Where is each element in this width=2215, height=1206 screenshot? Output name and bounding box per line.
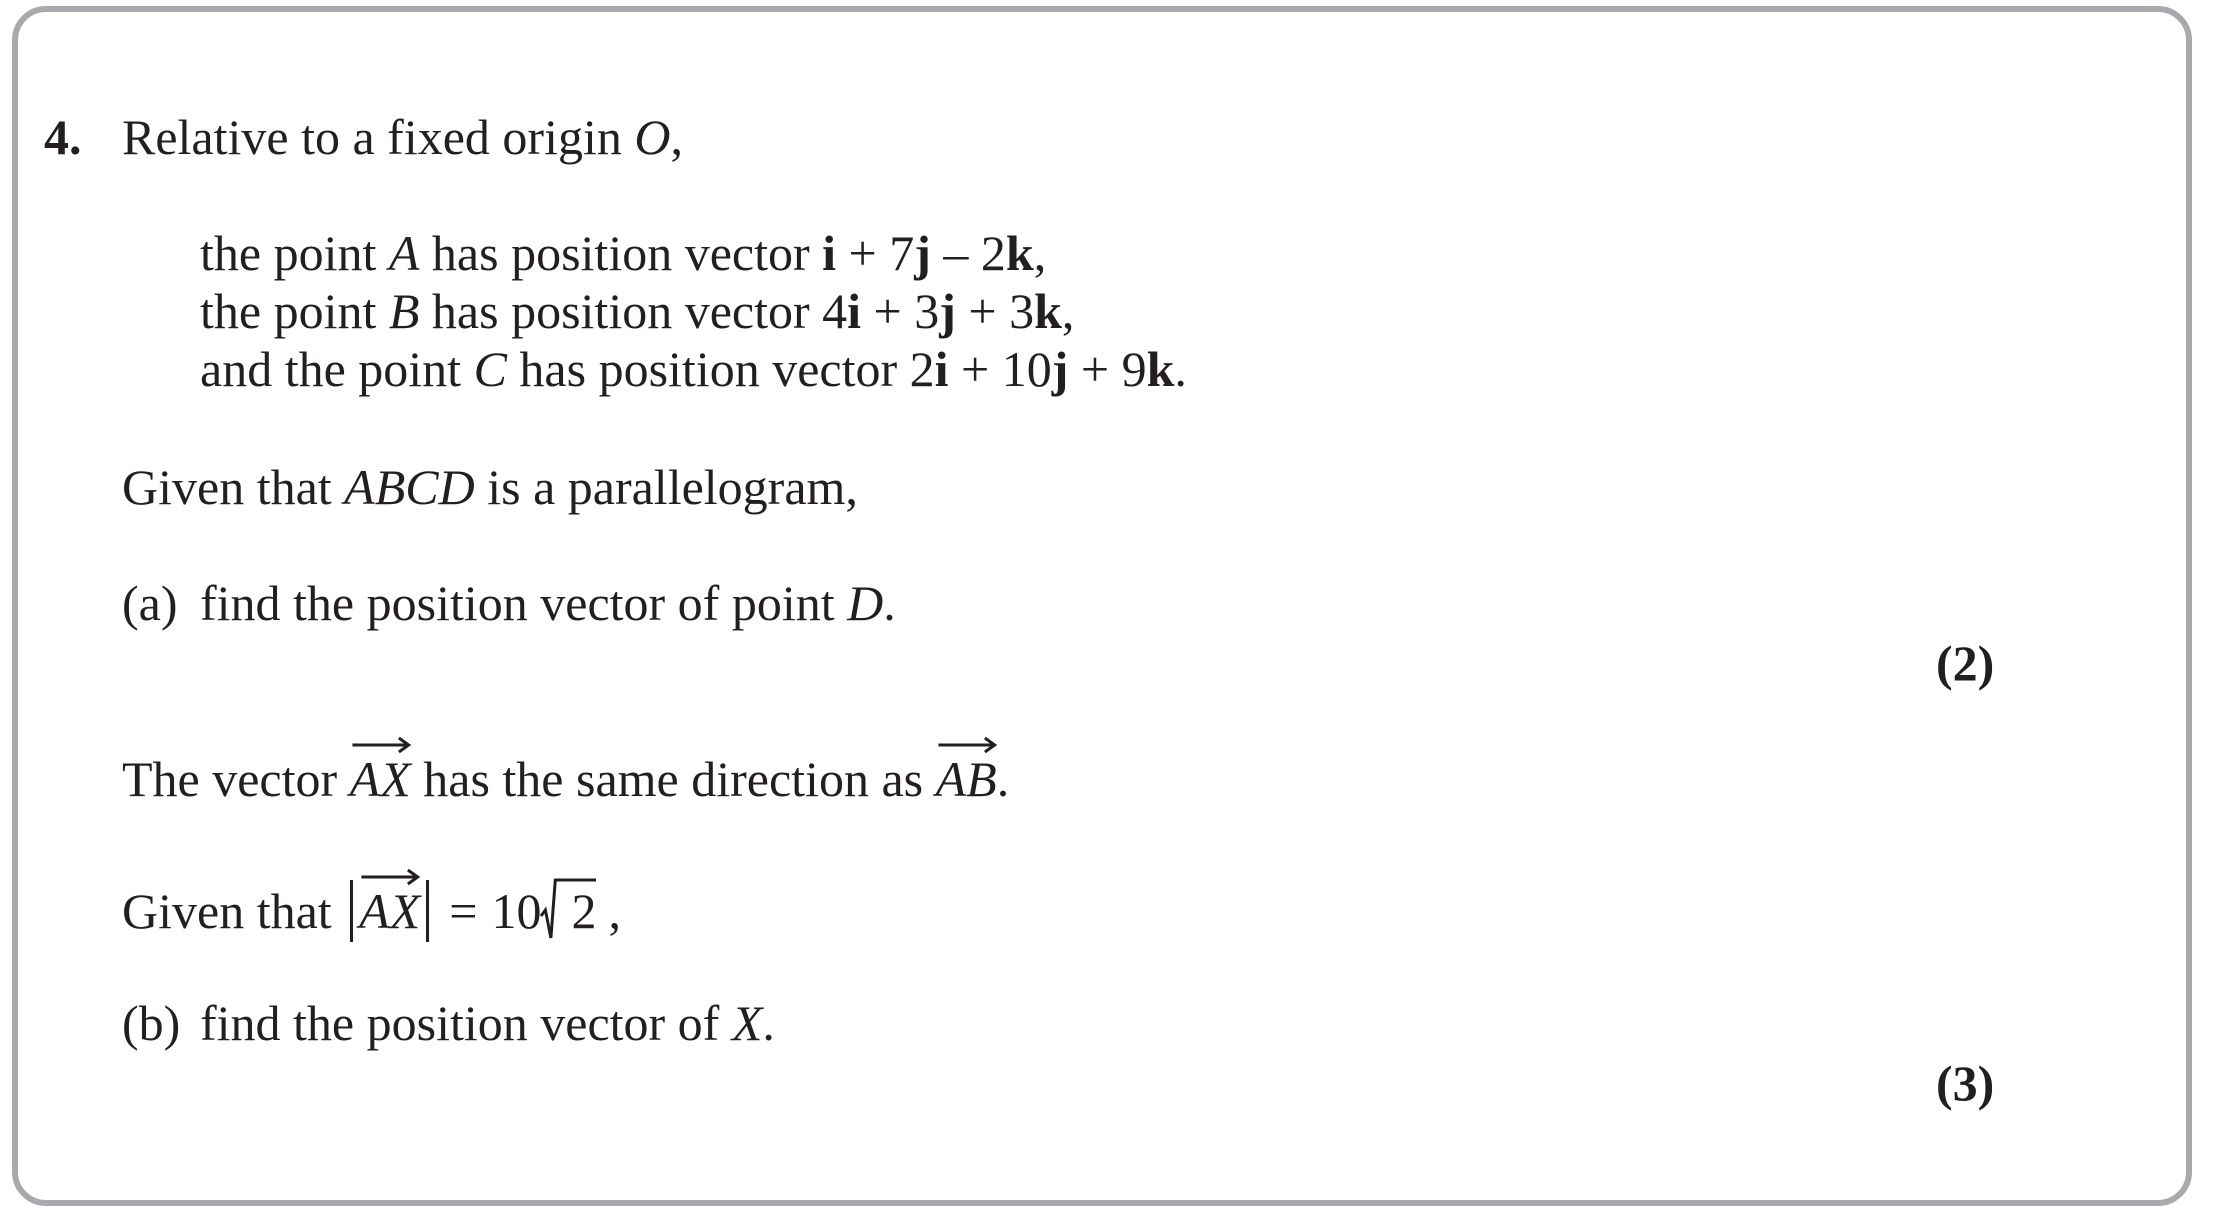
point-a-line bbox=[200, 225, 1047, 281]
coef: + 9 bbox=[1068, 341, 1147, 397]
vector-line-pre: The vector bbox=[122, 751, 350, 807]
part-b-marks: (3) bbox=[1936, 1055, 1995, 1111]
unit-k: k bbox=[1005, 225, 1034, 281]
unit-i: i bbox=[822, 225, 837, 281]
coef: + 7 bbox=[836, 225, 915, 281]
magnitude-pre: Given that bbox=[122, 883, 345, 939]
point-a-name: A bbox=[388, 225, 420, 281]
part-a-label: (a) bbox=[122, 575, 178, 631]
intro-end: , bbox=[670, 109, 683, 165]
intro-text: Relative to a fixed origin bbox=[122, 109, 635, 165]
point-b-mid: has position vector bbox=[419, 283, 823, 339]
unit-j: j bbox=[1051, 341, 1069, 397]
equals-sign: = bbox=[449, 883, 478, 939]
radicand: 2 bbox=[571, 883, 597, 939]
magnitude-coefficient: 10 bbox=[491, 883, 542, 939]
part-a-variable: D bbox=[847, 575, 884, 631]
unit-j: j bbox=[914, 225, 931, 281]
magnitude-line bbox=[122, 880, 621, 942]
coef: + 10 bbox=[948, 341, 1052, 397]
part-a bbox=[122, 575, 896, 631]
part-a-text: find the position vector of point bbox=[200, 575, 848, 631]
parallelogram-name: ABCD bbox=[344, 459, 475, 515]
point-b-pre: the point bbox=[200, 283, 389, 339]
arrow-icon bbox=[936, 736, 997, 754]
vector-ax-label: AX bbox=[359, 883, 421, 939]
point-b-line bbox=[200, 283, 1075, 339]
point-c-mid: has position vector bbox=[506, 341, 910, 397]
point-c-line bbox=[200, 341, 1187, 397]
point-a-pre: the point bbox=[200, 225, 389, 281]
part-a-end: . bbox=[883, 575, 896, 631]
vector-ax bbox=[349, 751, 411, 807]
unit-j: j bbox=[939, 283, 956, 339]
given-post: is a parallelogram, bbox=[474, 459, 858, 515]
coef: + 3 bbox=[861, 283, 940, 339]
vector-ax-magnitude bbox=[359, 883, 421, 939]
part-b-label: (b) bbox=[122, 995, 181, 1051]
given-parallelogram bbox=[122, 459, 858, 515]
punct: , bbox=[1033, 225, 1047, 281]
part-b-end: . bbox=[762, 995, 775, 1051]
point-b-name: B bbox=[388, 283, 420, 339]
given-pre: Given that bbox=[122, 459, 345, 515]
coef: 4 bbox=[822, 283, 848, 339]
vector-ab bbox=[935, 751, 997, 807]
abs-bar-left bbox=[350, 880, 353, 942]
unit-k: k bbox=[1146, 341, 1175, 397]
magnitude-end: , bbox=[608, 883, 621, 939]
origin-variable: O bbox=[634, 109, 671, 165]
coef: + 3 bbox=[955, 283, 1035, 339]
question-intro bbox=[122, 109, 683, 165]
part-b bbox=[122, 995, 775, 1051]
vector-line-mid: has the same direction as bbox=[410, 751, 936, 807]
arrow-icon bbox=[359, 868, 420, 886]
vector-line-end: . bbox=[996, 751, 1010, 807]
punct: . bbox=[1174, 341, 1187, 397]
radical-icon bbox=[541, 876, 596, 942]
punct: , bbox=[1061, 283, 1075, 339]
coef: 2 bbox=[909, 341, 935, 397]
question-number: 4. bbox=[44, 109, 82, 165]
vector-ab-label: AB bbox=[935, 751, 997, 807]
vector-direction-line bbox=[122, 751, 1010, 807]
vector-ax-label: AX bbox=[349, 751, 411, 807]
part-b-variable: X bbox=[731, 995, 763, 1051]
part-a-marks: (2) bbox=[1936, 635, 1995, 691]
square-root bbox=[541, 883, 597, 939]
point-c-name: C bbox=[473, 341, 507, 397]
part-b-text: find the position vector of bbox=[200, 995, 732, 1051]
coef: – 2 bbox=[930, 225, 1006, 281]
unit-i: i bbox=[847, 283, 862, 339]
arrow-icon bbox=[350, 736, 411, 754]
abs-bar-right bbox=[426, 880, 429, 942]
unit-k: k bbox=[1034, 283, 1062, 339]
point-a-mid: has position vector bbox=[419, 225, 823, 281]
unit-i: i bbox=[934, 341, 949, 397]
point-c-pre: and the point bbox=[200, 341, 474, 397]
